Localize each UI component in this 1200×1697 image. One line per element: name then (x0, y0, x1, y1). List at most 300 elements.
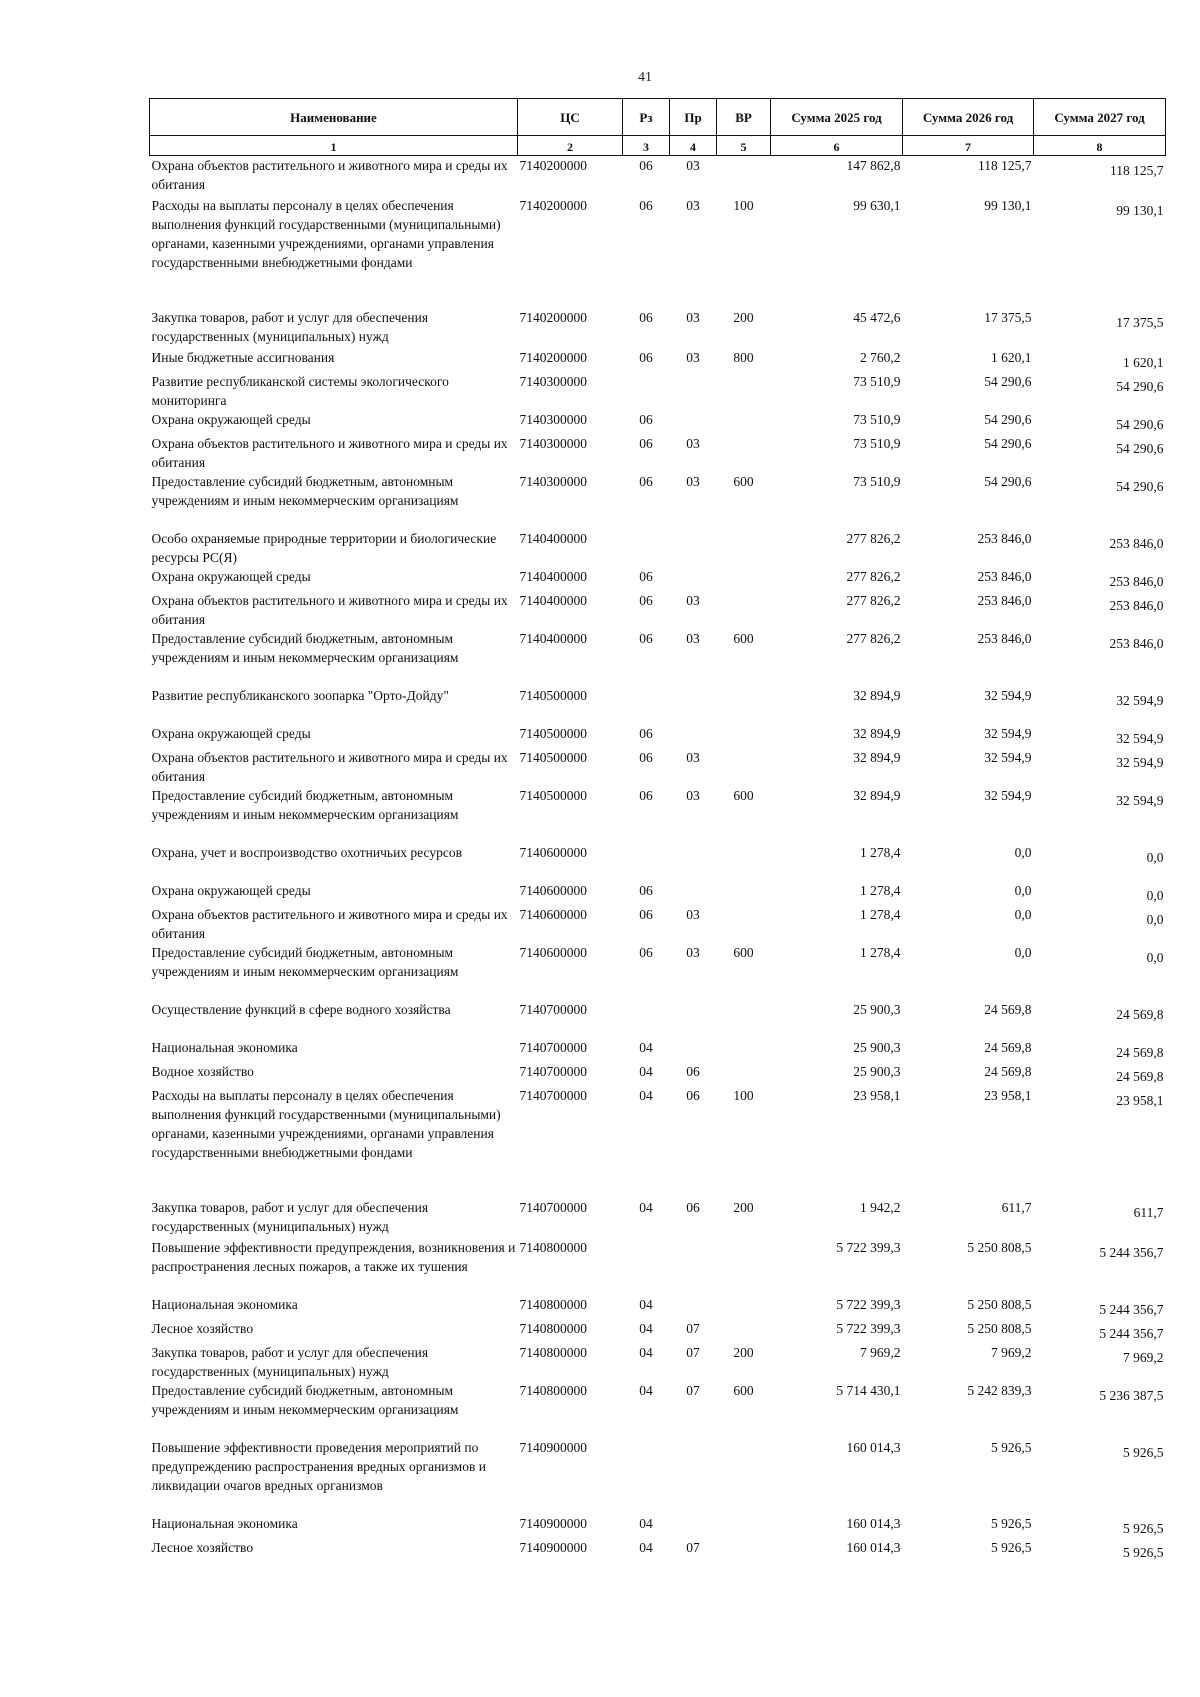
row-name: Охрана объектов растительного и животного мира и среды их обитания (151, 749, 508, 784)
row-cs-code: 7140800000 (519, 1239, 587, 1255)
row-cs-code: 7140600000 (519, 844, 587, 860)
table-row (150, 529, 1166, 567)
row-sum-2027: 0,0 (1146, 911, 1164, 927)
row-pr (670, 686, 717, 724)
row-pr (670, 1038, 717, 1062)
row-pr: 07 (686, 1344, 700, 1360)
row-sum-2026: 5 926,5 (991, 1539, 1032, 1555)
table-row (150, 1295, 1166, 1319)
row-pr (670, 529, 717, 567)
row-vr: 100 (733, 1087, 754, 1103)
row-name: Повышение эффективности предупреждения, возникновения и распространения лесных пожаров, а также их тушения (151, 1239, 516, 1274)
row-rz: 04 (639, 1063, 653, 1079)
row-rz (623, 843, 670, 881)
table-row (150, 196, 1166, 308)
row-sum-2025: 5 714 430,1 (836, 1382, 901, 1398)
row-vr: 800 (733, 349, 754, 365)
row-cs-code: 7140600000 (519, 882, 587, 898)
col-header-2026: Сумма 2026 год (903, 99, 1034, 136)
row-sum-2025: 2 760,2 (860, 349, 901, 365)
row-sum-2025: 32 894,9 (853, 687, 901, 703)
row-name: Охрана объектов растительного и животного мира и среды их обитания (151, 158, 508, 192)
col-header-rz: Рз (623, 99, 670, 136)
table-row (150, 1038, 1166, 1062)
row-rz (623, 1438, 670, 1514)
row-sum-2026: 0,0 (1014, 906, 1032, 922)
row-cs-code: 7140700000 (519, 1001, 587, 1017)
row-cs-code: 7140600000 (519, 944, 587, 960)
table-row (150, 748, 1166, 786)
row-rz: 04 (639, 1344, 653, 1360)
row-sum-2025: 73 510,9 (853, 411, 901, 427)
row-cs-code: 7140400000 (519, 568, 587, 584)
table-row (150, 629, 1166, 686)
row-name: Охрана окружающей среды (151, 411, 311, 427)
row-rz: 06 (639, 349, 653, 365)
table-row (150, 1319, 1166, 1343)
row-sum-2025: 160 014,3 (846, 1439, 901, 1455)
row-sum-2026: 611,7 (1001, 1199, 1032, 1215)
row-sum-2025: 73 510,9 (853, 435, 901, 451)
row-rz: 06 (639, 568, 653, 584)
row-rz: 04 (639, 1515, 653, 1531)
row-rz: 06 (639, 158, 653, 173)
row-name: Охрана окружающей среды (151, 725, 311, 741)
table-row (150, 905, 1166, 943)
row-rz: 04 (639, 1039, 653, 1055)
row-vr: 100 (733, 197, 754, 213)
col-number: 1 (150, 136, 518, 156)
row-vr (717, 1038, 771, 1062)
table-row (150, 472, 1166, 529)
table-row (150, 724, 1166, 748)
col-header-2027: Сумма 2027 год (1034, 99, 1166, 136)
table-header-row (150, 99, 1166, 136)
row-sum-2026: 24 569,8 (984, 1063, 1032, 1079)
row-cs-code: 7140500000 (519, 725, 587, 741)
row-vr (717, 591, 771, 629)
row-sum-2027: 5 926,5 (1123, 1544, 1164, 1560)
row-name: Расходы на выплаты персоналу в целях обеспечения выполнения функций государственными (муниципальными) органами, казенными учреждениями, органами управления государственными внебюджетными фондами (151, 1087, 501, 1160)
row-cs-code: 7140700000 (519, 1063, 587, 1079)
row-sum-2027: 7 969,2 (1123, 1349, 1164, 1365)
row-vr (717, 1238, 771, 1295)
row-sum-2027: 5 926,5 (1123, 1520, 1164, 1536)
row-vr (717, 1295, 771, 1319)
row-sum-2025: 23 958,1 (853, 1087, 901, 1103)
row-sum-2025: 25 900,3 (853, 1001, 901, 1017)
row-name: Охрана, учет и воспроизводство охотничьих ресурсов (151, 844, 462, 860)
row-cs-code: 7140900000 (519, 1439, 587, 1455)
table-row (150, 1381, 1166, 1438)
row-name: Лесное хозяйство (151, 1320, 254, 1336)
table-row (150, 1238, 1166, 1295)
row-vr: 600 (733, 473, 754, 489)
row-cs-code: 7140300000 (519, 473, 587, 489)
col-header-name: Наименование (150, 99, 518, 136)
row-cs-code: 7140200000 (519, 197, 587, 213)
row-cs-code: 7140800000 (519, 1320, 587, 1336)
row-sum-2027: 253 846,0 (1109, 635, 1164, 651)
row-name: Закупка товаров, работ и услуг для обеспечения государственных (муниципальных) нужд (151, 309, 429, 344)
row-sum-2025: 160 014,3 (846, 1515, 901, 1531)
row-rz: 04 (639, 1296, 653, 1312)
row-cs-code: 7140500000 (519, 787, 587, 803)
row-pr (670, 843, 717, 881)
row-vr: 600 (733, 630, 754, 646)
row-name: Предоставление субсидий бюджетным, автономным учреждениям и иным некоммерческим организациям (151, 630, 459, 665)
row-sum-2027: 5 236 387,5 (1099, 1387, 1164, 1403)
column-number-row (150, 136, 1166, 156)
row-rz: 06 (639, 435, 653, 451)
row-rz: 04 (639, 1199, 653, 1215)
row-sum-2025: 277 826,2 (846, 530, 901, 546)
row-name: Охрана окружающей среды (151, 568, 311, 584)
row-vr (717, 1438, 771, 1514)
row-rz: 06 (639, 411, 653, 427)
table-row (150, 434, 1166, 472)
row-sum-2026: 253 846,0 (977, 630, 1032, 646)
row-cs-code: 7140300000 (519, 411, 587, 427)
budget-table (149, 98, 1166, 1562)
col-header-vr: ВР (717, 99, 771, 136)
row-name: Иные бюджетные ассигнования (151, 349, 335, 365)
row-vr (717, 686, 771, 724)
table-row (150, 881, 1166, 905)
row-pr (670, 1438, 717, 1514)
row-name: Закупка товаров, работ и услуг для обеспечения государственных (муниципальных) нужд (151, 1344, 429, 1379)
row-vr (717, 410, 771, 434)
row-pr: 03 (686, 197, 700, 213)
row-rz (623, 372, 670, 410)
row-pr: 03 (686, 749, 700, 765)
row-sum-2027: 5 244 356,7 (1099, 1244, 1164, 1260)
table-row (150, 1343, 1166, 1381)
row-sum-2026: 0,0 (1014, 844, 1032, 860)
row-pr: 03 (686, 435, 700, 451)
row-cs-code: 7140900000 (519, 1539, 587, 1555)
row-name: Охрана объектов растительного и животного мира и среды их обитания (151, 435, 508, 470)
row-sum-2025: 277 826,2 (846, 568, 901, 584)
row-pr: 07 (686, 1382, 700, 1398)
row-sum-2027: 54 290,6 (1116, 440, 1164, 456)
row-name: Национальная экономика (151, 1039, 298, 1055)
row-cs-code: 7140700000 (519, 1087, 587, 1103)
row-pr: 06 (686, 1087, 700, 1103)
col-number: 4 (670, 136, 717, 156)
row-cs-code: 7140400000 (519, 592, 587, 608)
table-row (150, 591, 1166, 629)
col-number: 5 (717, 136, 771, 156)
table-row (150, 1086, 1166, 1198)
row-sum-2025: 32 894,9 (853, 749, 901, 765)
row-sum-2025: 45 472,6 (853, 309, 901, 325)
row-pr: 06 (686, 1063, 700, 1079)
row-sum-2026: 0,0 (1014, 882, 1032, 898)
row-rz: 06 (639, 630, 653, 646)
row-sum-2026: 253 846,0 (977, 592, 1032, 608)
row-cs-code: 7140200000 (519, 309, 587, 325)
row-sum-2026: 54 290,6 (984, 473, 1032, 489)
row-name: Повышение эффективности проведения мероприятий по предупреждению распространения вредных организмов и ликвидации очагов вредных организмов (151, 1439, 486, 1493)
page-number: 41 (638, 70, 652, 85)
table-row (150, 372, 1166, 410)
row-sum-2027: 32 594,9 (1116, 730, 1164, 746)
row-rz (623, 1000, 670, 1038)
row-cs-code: 7140600000 (519, 906, 587, 922)
row-pr: 03 (686, 309, 700, 325)
row-rz: 06 (639, 882, 653, 898)
table-row (150, 410, 1166, 434)
row-sum-2025: 25 900,3 (853, 1063, 901, 1079)
row-vr: 600 (733, 787, 754, 803)
row-pr (670, 1238, 717, 1295)
col-header-2025: Сумма 2025 год (771, 99, 903, 136)
row-rz: 06 (639, 749, 653, 765)
row-vr (717, 372, 771, 410)
row-pr: 07 (686, 1539, 700, 1555)
row-sum-2025: 1 278,4 (860, 844, 901, 860)
row-rz: 06 (639, 309, 653, 325)
row-name: Особо охраняемые природные территории и биологические ресурсы РС(Я) (151, 530, 497, 565)
row-rz: 06 (639, 725, 653, 741)
table-row (150, 686, 1166, 724)
row-sum-2027: 32 594,9 (1116, 754, 1164, 770)
row-vr (717, 1319, 771, 1343)
row-sum-2027: 54 290,6 (1116, 416, 1164, 432)
row-cs-code: 7140300000 (519, 435, 587, 451)
row-sum-2026: 5 250 808,5 (967, 1296, 1032, 1312)
table-row (150, 1062, 1166, 1086)
table-row (150, 843, 1166, 881)
row-name: Предоставление субсидий бюджетным, автономным учреждениям и иным некоммерческим организациям (151, 473, 459, 508)
col-number: 8 (1034, 136, 1166, 156)
row-name: Предоставление субсидий бюджетным, автономным учреждениям и иным некоммерческим организациям (151, 787, 459, 822)
row-vr: 600 (733, 944, 754, 960)
row-pr (670, 1000, 717, 1038)
row-vr: 200 (733, 1199, 754, 1215)
row-name: Развитие республиканской системы экологического мониторинга (151, 373, 449, 408)
row-name: Лесное хозяйство (151, 1539, 254, 1555)
row-vr: 200 (733, 309, 754, 325)
table-body (150, 156, 1166, 1562)
table-row (150, 1438, 1166, 1514)
row-cs-code: 7140400000 (519, 630, 587, 646)
row-sum-2027: 32 594,9 (1116, 792, 1164, 808)
row-sum-2026: 24 569,8 (984, 1039, 1032, 1055)
row-pr (670, 567, 717, 591)
row-pr: 07 (686, 1320, 700, 1336)
row-pr (670, 1514, 717, 1538)
row-sum-2026: 32 594,9 (984, 687, 1032, 703)
row-vr (717, 1000, 771, 1038)
row-rz: 06 (639, 944, 653, 960)
table-row (150, 308, 1166, 348)
row-vr (717, 724, 771, 748)
row-sum-2027: 24 569,8 (1116, 1044, 1164, 1060)
table-row (150, 156, 1166, 196)
table-row (150, 1514, 1166, 1538)
row-sum-2025: 32 894,9 (853, 787, 901, 803)
row-name: Закупка товаров, работ и услуг для обеспечения государственных (муниципальных) нужд (151, 1199, 429, 1234)
row-vr (717, 881, 771, 905)
row-pr: 03 (686, 906, 700, 922)
row-cs-code: 7140900000 (519, 1515, 587, 1531)
row-name: Осуществление функций в сфере водного хозяйства (151, 1001, 451, 1017)
row-sum-2026: 32 594,9 (984, 749, 1032, 765)
row-pr (670, 724, 717, 748)
row-sum-2025: 99 630,1 (853, 197, 901, 213)
row-sum-2027: 32 594,9 (1116, 692, 1164, 708)
row-sum-2026: 54 290,6 (984, 435, 1032, 451)
row-sum-2026: 253 846,0 (977, 568, 1032, 584)
row-name: Охрана объектов растительного и животного мира и среды их обитания (151, 906, 508, 941)
row-cs-code: 7140800000 (519, 1296, 587, 1312)
row-pr: 03 (686, 158, 700, 173)
row-sum-2026: 54 290,6 (984, 373, 1032, 389)
row-rz: 06 (639, 473, 653, 489)
row-cs-code: 7140700000 (519, 1199, 587, 1215)
row-cs-code: 7140700000 (519, 1039, 587, 1055)
row-name: Охрана окружающей среды (151, 882, 311, 898)
row-rz: 06 (639, 787, 653, 803)
table-row (150, 1198, 1166, 1238)
row-sum-2027: 23 958,1 (1116, 1092, 1164, 1108)
row-vr (717, 434, 771, 472)
row-vr (717, 1538, 771, 1562)
row-rz: 04 (639, 1320, 653, 1336)
row-sum-2025: 5 722 399,3 (836, 1296, 901, 1312)
row-sum-2025: 5 722 399,3 (836, 1320, 901, 1336)
row-sum-2027: 0,0 (1146, 849, 1164, 865)
row-pr: 03 (686, 630, 700, 646)
table-row (150, 943, 1166, 1000)
row-sum-2026: 54 290,6 (984, 411, 1032, 427)
row-cs-code: 7140300000 (519, 373, 587, 389)
row-rz (623, 529, 670, 567)
table-row (150, 786, 1166, 843)
row-sum-2026: 5 242 839,3 (967, 1382, 1032, 1398)
row-sum-2027: 253 846,0 (1109, 597, 1164, 613)
row-pr: 06 (686, 1199, 700, 1215)
row-sum-2027: 253 846,0 (1109, 535, 1164, 551)
row-name: Водное хозяйство (151, 1063, 254, 1079)
row-sum-2027: 5 244 356,7 (1099, 1325, 1164, 1341)
row-cs-code: 7140800000 (519, 1344, 587, 1360)
row-vr (717, 1514, 771, 1538)
row-sum-2026: 5 250 808,5 (967, 1239, 1032, 1255)
row-rz (623, 1238, 670, 1295)
row-sum-2027: 253 846,0 (1109, 573, 1164, 589)
row-sum-2025: 73 510,9 (853, 373, 901, 389)
row-cs-code: 7140200000 (519, 158, 587, 173)
row-pr (670, 410, 717, 434)
table-row (150, 1000, 1166, 1038)
row-vr: 600 (733, 1382, 754, 1398)
row-sum-2027: 5 926,5 (1123, 1444, 1164, 1460)
row-sum-2025: 1 278,4 (860, 944, 901, 960)
row-sum-2025: 32 894,9 (853, 725, 901, 741)
row-rz: 06 (639, 197, 653, 213)
row-sum-2026: 17 375,5 (984, 309, 1032, 325)
row-vr: 200 (733, 1344, 754, 1360)
row-rz: 06 (639, 592, 653, 608)
row-sum-2026: 118 125,7 (978, 158, 1032, 173)
row-name: Расходы на выплаты персоналу в целях обеспечения выполнения функций государственными (муниципальными) органами, казенными учреждениями, органами управления государственными внебюджетными фондами (151, 197, 501, 270)
row-sum-2027: 1 620,1 (1123, 354, 1164, 370)
row-cs-code: 7140200000 (519, 349, 587, 365)
row-sum-2025: 277 826,2 (846, 630, 901, 646)
col-header-cs: ЦС (518, 99, 623, 136)
row-cs-code: 7140800000 (519, 1382, 587, 1398)
row-cs-code: 7140500000 (519, 687, 587, 703)
row-sum-2027: 24 569,8 (1116, 1068, 1164, 1084)
row-vr (717, 1062, 771, 1086)
row-sum-2026: 5 926,5 (991, 1439, 1032, 1455)
row-sum-2026: 7 969,2 (991, 1344, 1032, 1360)
row-sum-2027: 0,0 (1146, 949, 1164, 965)
row-sum-2026: 5 926,5 (991, 1515, 1032, 1531)
row-cs-code: 7140500000 (519, 749, 587, 765)
table-row (150, 567, 1166, 591)
row-vr (717, 905, 771, 943)
row-rz: 04 (639, 1382, 653, 1398)
row-sum-2026: 5 250 808,5 (967, 1320, 1032, 1336)
row-pr (670, 881, 717, 905)
row-name: Национальная экономика (151, 1296, 298, 1312)
row-pr: 03 (686, 787, 700, 803)
row-sum-2025: 25 900,3 (853, 1039, 901, 1055)
row-sum-2025: 147 862,8 (846, 158, 901, 173)
row-sum-2025: 160 014,3 (846, 1539, 901, 1555)
row-name: Развитие республиканского зоопарка "Орто-Дойду" (151, 687, 449, 703)
row-pr (670, 372, 717, 410)
table-row (150, 348, 1166, 372)
row-name: Национальная экономика (151, 1515, 298, 1531)
row-sum-2026: 253 846,0 (977, 530, 1032, 546)
row-sum-2025: 5 722 399,3 (836, 1239, 901, 1255)
row-pr: 03 (686, 944, 700, 960)
row-sum-2027: 99 130,1 (1116, 202, 1164, 218)
row-sum-2027: 54 290,6 (1116, 378, 1164, 394)
row-sum-2026: 32 594,9 (984, 725, 1032, 741)
row-sum-2027: 0,0 (1146, 887, 1164, 903)
row-sum-2026: 0,0 (1014, 944, 1032, 960)
row-sum-2025: 1 278,4 (860, 906, 901, 922)
row-rz: 06 (639, 906, 653, 922)
row-vr (717, 567, 771, 591)
row-sum-2027: 611,7 (1133, 1204, 1164, 1220)
table-row (150, 1538, 1166, 1562)
row-pr (670, 1295, 717, 1319)
row-vr (717, 529, 771, 567)
row-sum-2025: 73 510,9 (853, 473, 901, 489)
row-sum-2027: 5 244 356,7 (1099, 1301, 1164, 1317)
row-sum-2025: 277 826,2 (846, 592, 901, 608)
row-sum-2025: 7 969,2 (860, 1344, 901, 1360)
row-cs-code: 7140400000 (519, 530, 587, 546)
row-sum-2026: 23 958,1 (984, 1087, 1032, 1103)
col-number: 2 (518, 136, 623, 156)
row-sum-2026: 32 594,9 (984, 787, 1032, 803)
row-rz: 04 (639, 1087, 653, 1103)
row-sum-2027: 118 125,7 (1110, 163, 1164, 178)
row-vr (717, 156, 771, 196)
row-sum-2026: 99 130,1 (984, 197, 1032, 213)
row-sum-2025: 1 278,4 (860, 882, 901, 898)
row-sum-2025: 1 942,2 (860, 1199, 901, 1215)
row-sum-2026: 24 569,8 (984, 1001, 1032, 1017)
